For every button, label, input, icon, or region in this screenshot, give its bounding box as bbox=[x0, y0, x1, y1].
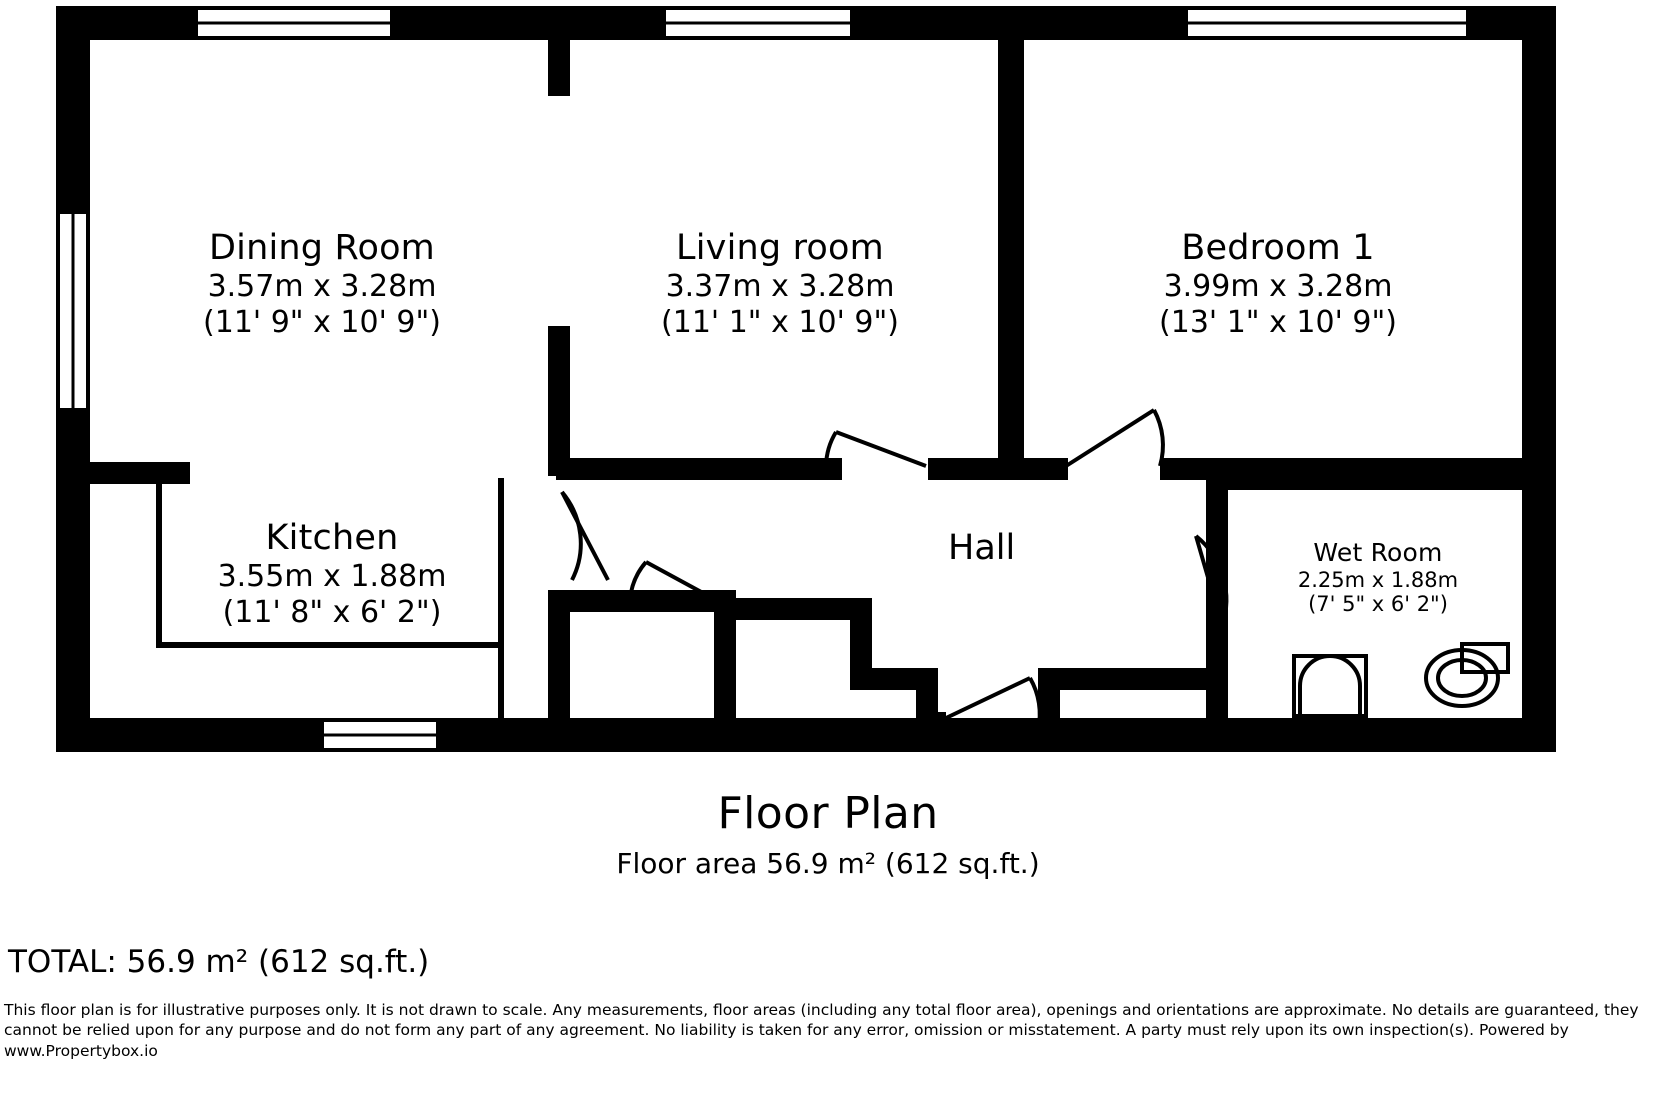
room-name: Dining Room bbox=[209, 228, 435, 268]
room-label-living-room bbox=[590, 228, 970, 340]
room-dimension-metric: 3.55m x 1.88m bbox=[217, 559, 447, 595]
shower-tray-icon bbox=[1294, 656, 1366, 716]
room-dimension-metric: 3.99m x 3.28m bbox=[1163, 269, 1393, 305]
room-dimension-imperial: (11' 9" x 10' 9") bbox=[203, 304, 441, 340]
door-kitchen bbox=[562, 492, 608, 580]
room-label-bedroom-1 bbox=[1088, 228, 1468, 340]
room-name: Wet Room bbox=[1313, 538, 1443, 567]
toilet-icon bbox=[1426, 644, 1508, 706]
room-dimension-metric: 3.37m x 3.28m bbox=[665, 269, 895, 305]
window-left-side bbox=[58, 212, 88, 410]
room-dimension-imperial: (7' 5" x 6' 2") bbox=[1308, 592, 1448, 617]
window-group bbox=[58, 8, 1468, 750]
window-bottom-kitchen bbox=[322, 720, 438, 750]
fixtures-group bbox=[1294, 644, 1508, 716]
walls-group bbox=[56, 6, 1556, 752]
room-dimension-metric: 2.25m x 1.88m bbox=[1297, 567, 1459, 592]
page-title: Floor Plan bbox=[717, 788, 939, 839]
room-label-dining-room bbox=[132, 228, 512, 340]
window-top-left bbox=[196, 8, 392, 38]
total-area-label: TOTAL: 56.9 m² (612 sq.ft.) bbox=[8, 944, 430, 980]
room-dimension-imperial: (11' 8" x 6' 2") bbox=[222, 594, 442, 630]
plan-title-block bbox=[0, 788, 1656, 880]
room-label-kitchen bbox=[142, 518, 522, 630]
room-label-hall: Hall bbox=[948, 528, 1016, 568]
room-name: Bedroom 1 bbox=[1181, 228, 1375, 268]
room-name: Living room bbox=[676, 228, 884, 268]
floor-area-summary: Floor area 56.9 m² (612 sq.ft.) bbox=[616, 847, 1040, 880]
door-bedroom-1 bbox=[1066, 410, 1163, 466]
room-label-wet-room bbox=[1244, 538, 1512, 617]
room-dimension-imperial: (11' 1" x 10' 9") bbox=[661, 304, 899, 340]
window-top-right bbox=[1186, 8, 1468, 38]
disclaimer-text: This floor plan is for illustrative purposes only. It is not drawn to scale. Any measurements, floor areas (including any total floor area), openings and orientations are approximate. No details are guaranteed, they cannot be relied upon for any purpose and do not form any part of any agreement. No liability is taken for any error, omission or misstatement. A party must rely upon its own inspection(s). Powered by www.Propertybox.io bbox=[4, 1001, 1639, 1060]
room-dimension-imperial: (13' 1" x 10' 9") bbox=[1159, 304, 1397, 340]
room-name: Kitchen bbox=[265, 518, 399, 558]
room-dimension-metric: 3.57m x 3.28m bbox=[207, 269, 437, 305]
window-top-middle bbox=[664, 8, 852, 38]
